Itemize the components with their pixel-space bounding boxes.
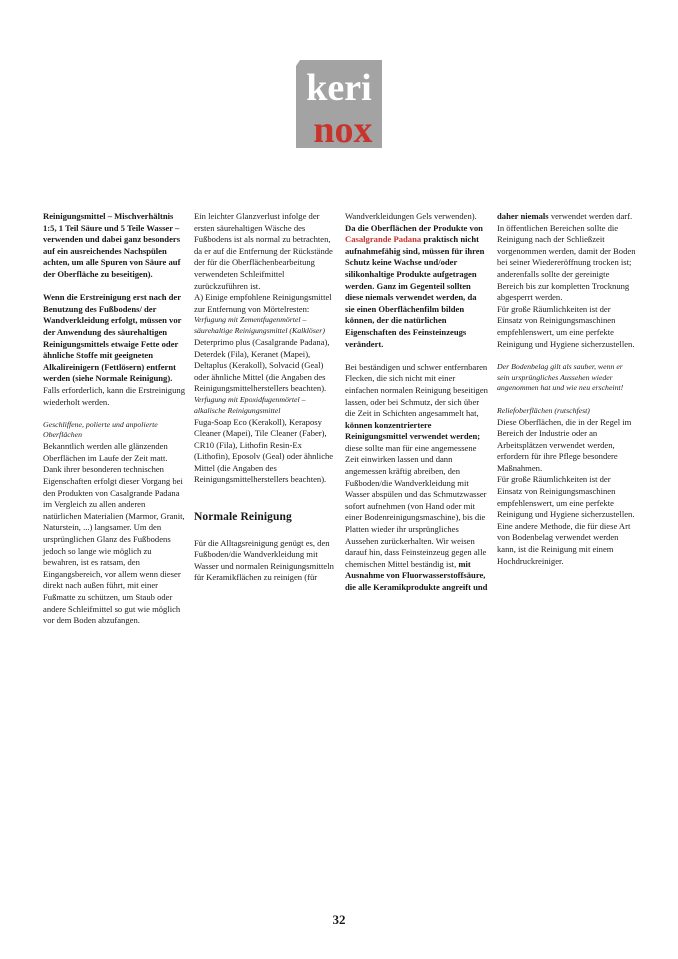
paragraph: A) Einige empfohlene Reinigungsmittel zur Entfernung von Mörtelresten: <box>194 292 332 314</box>
paragraph: Reinigungsmittel – Mischverhältnis 1:5, 1 Teil Säure und 5 Teile Wasser – verwenden und dabei ganz besonders auf ein ausreichendes Nachspülen achten, um alle Spuren von Säure auf der Oberfläche zu beseitigen). <box>43 211 181 279</box>
column-1 <box>43 211 186 627</box>
paragraph: daher niemals verwendet werden darf. <box>497 211 633 221</box>
brand-name: Casalgrande Padana <box>345 234 422 245</box>
paragraph: Bekanntlich werden alle glänzenden Oberflächen im Laufe der Zeit matt. Dank ihrer besonderen technischen Eigenschaften erfolgt dieser Vorgang bei den Produkten von Casalgrande Padana im Vergleich zu allen anderen natürlichen Materialien (Marmor, Granit, Naturstein, ...) langsamer. Um den ursprünglichen Glanz des Fußbodens jedoch so lange wie möglich zu bewahren, ist es ratsam, den Eingangsbereich, vor allem wenn dieser direkt nach außen führt, mit einer Fußmatte zu schützen, um Staub oder andere Schleifmittel so gut wie möglich vor dem Boden abzufangen. <box>43 441 185 626</box>
paragraph: Ein leichter Glanzverlust infolge der ersten säurehaltigen Wäsche des Fußbodens ist als normal zu betrachten, da er auf die Entfernung der Rückstände der für die Oberflächenbearbeitung verwendeten Schleifmittel zurückzuführen ist. <box>194 211 333 291</box>
section-heading: Normale Reinigung <box>194 511 292 524</box>
page-number: 32 <box>332 912 346 927</box>
paragraph: Wandverkleidungen Gels verwenden). <box>345 211 477 221</box>
column-3 <box>345 211 488 594</box>
note: Der Bodenbelag gilt als sauber, wenn er sein ursprüngliches Aussehen wieder angenommen hat und wie neu erscheint! <box>497 361 624 393</box>
column-4 <box>497 211 637 567</box>
subheading: Reliefoberflächen (rutschfest) <box>497 405 590 415</box>
column-2 <box>194 211 337 584</box>
paragraph: Für große Räumlichkeiten ist der Einsatz von Reinigungsmaschinen empfehlenswert, um eine perfekte Reinigung und Hygiene sicherzustellen. <box>497 474 635 520</box>
kerinox-logo <box>296 60 382 148</box>
paragraph: Für die Alltagsreinigung genügt es, den Fußboden/die Wandverkleidung mit Wasser und normalen Reinigungsmitteln für Keramikflächen zu reinigen (für <box>194 537 334 583</box>
paragraph: In öffentlichen Bereichen sollte die Reinigung nach der Schließzeit vorgenommen werden, damit der Boden bei seiner Wiedereröffnung trocken ist; anderenfalls sollte der gereinigte Bereich bis zur kompletten Trocknung abgesperrt werden. <box>497 222 636 303</box>
paragraph: Diese Oberflächen, die in der Regel im Bereich der Industrie oder an Arbeitsplätzen verwendet werden, erfordern für ihre Pflege besondere Maßnahmen. <box>497 416 632 473</box>
paragraph: Eine andere Methode, die für diese Art von Bodenbelag verwendet werden kann, ist die Reinigung mit einem Hochdruckreiniger. <box>497 520 631 566</box>
paragraph: Bei beständigen und schwer entfernbaren Flecken, die sich nicht mit einer einfachen normalen Reinigung beseitigen lassen, oder bei Schmutz, der sich über die Zeit in Schichten angesammelt hat, können konzentriertere Reinigungsmittel verwendet werden; diese sollte man für eine angemessene Zeit einwirken lassen und dann angemessen kräftig abreiben, den Fußboden/die Wandverkleidung mit Wasser abspülen und das Schmutzwasser sofort aufnehmen (von Hand oder mit einer Bodenreinigungsmaschine), bis die Platten wieder ihr ursprüngliches Aussehen zurückerhalten. Wir weisen darauf hin, dass Feinsteinzeug gegen alle chemischen Mittel beständig ist, mit Ausnahme von Fluorwasserstoffsäure, die alle Keramikprodukte angreift und <box>345 361 488 592</box>
paragraph: Fuga-Soap Eco (Kerakoll), Keraposy Cleaner (Mapei), Tile Cleaner (Faber), CR10 (Fila), Lithofin Resin-Ex (Lithofin), Eposolv (Geal) oder ähnliche Mittel (die Angaben des Reinigungsmittelherstellers beachten). <box>194 416 334 485</box>
paragraph: Falls erforderlich, kann die Erstreinigung wiederholt werden. <box>43 384 185 407</box>
paragraph: Für große Räumlichkeiten ist der Einsatz von Reinigungsmaschinen empfehlenswert, um eine perfekte Reinigung und Hygiene sicherzustellen. <box>497 303 635 349</box>
subheading: Geschliffene, polierte und anpolierte Oberflächen <box>43 419 158 440</box>
logo-text-bottom: nox <box>313 109 373 148</box>
paragraph: Deterprimo plus (Casalgrande Padana), Deterdek (Fila), Keranet (Mapei), Deltaplus (Kerakoll), Solvacid (Geal) oder ähnliche Mittel (die Angaben des Reinigungsmittelherstellers beachten). <box>194 336 330 394</box>
paragraph: Wenn die Erstreinigung erst nach der Benutzung des Fußbodens/ der Wandverkleidung erfolgt, müssen vor der Anwendung des säurehaltigen Reinigungsmittels etwaige Fette oder ähnliche Stoffe mit geeigneten Alkalireinigern (Fettlösern) entfernt werden (siehe Normale Reinigung). <box>43 292 182 384</box>
logo-text-top: keri <box>306 67 372 109</box>
subheading: Verfugung mit Zementfugenmörtel – säurehaltige Reinigungsmittel (Kalklöser) <box>194 315 325 336</box>
subheading: Verfugung mit Epoxidfugenmörtel – alkalische Reinigungsmittel <box>194 394 306 415</box>
paragraph: Da die Oberflächen der Produkte von Casalgrande Padana praktisch nicht aufnahmefähig sind, müssen für ihren Schutz keine Wachse und/oder silikonhaltige Produkte aufgetragen werden. Ganz im Gegenteil sollten diese niemals verwendet werden, da sie einen Oberflächenfilm bilden können, der die natürlichen Eigenschaften des Feinsteinzeugs verändert. <box>345 222 485 349</box>
